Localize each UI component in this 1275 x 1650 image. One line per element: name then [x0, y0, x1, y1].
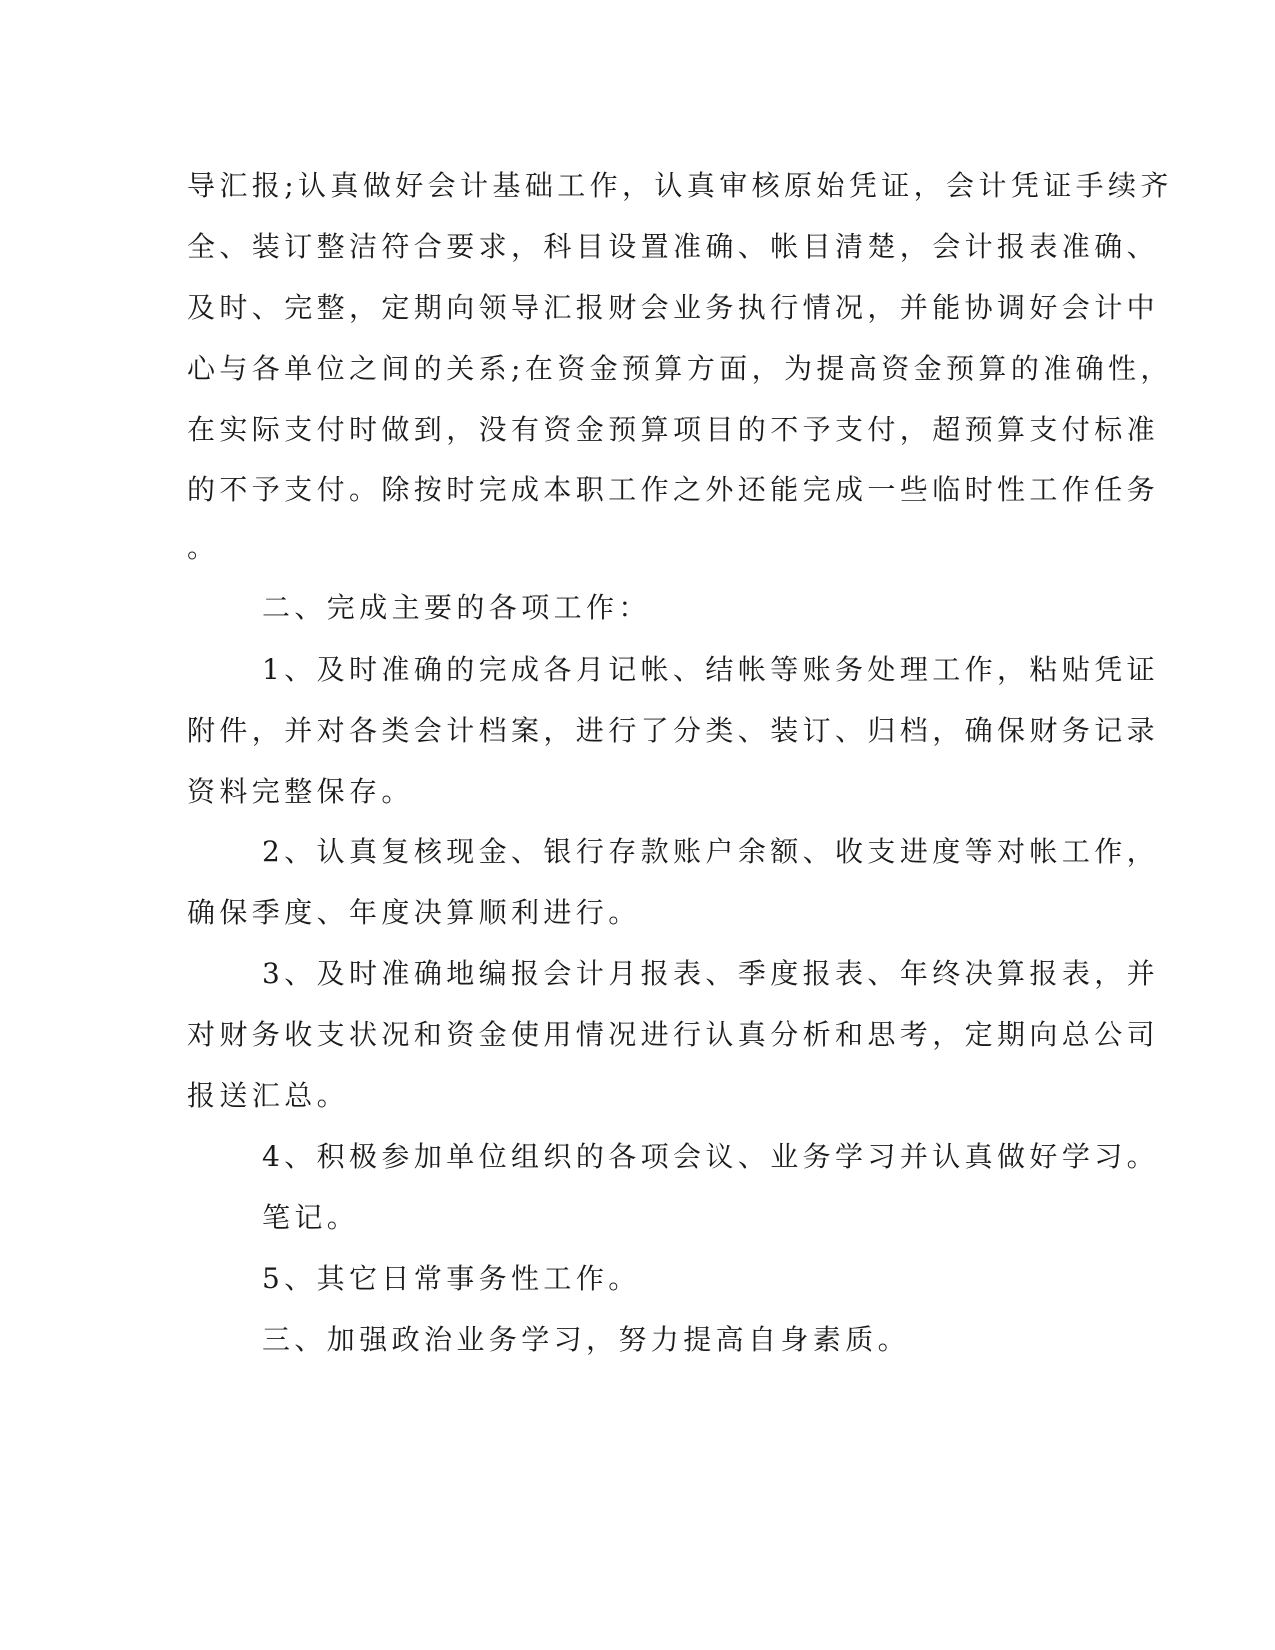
- list-item: 1、及时准确的完成各月记帐、结帐等账务处理工作，粘贴凭证: [262, 653, 1160, 686]
- text-line: 附件，并对各类会计档案，进行了分类、装订、归档，确保财务记录: [187, 714, 1160, 747]
- text-line: 全、装订整洁符合要求，科目设置准确、帐目清楚，会计报表准确、: [187, 230, 1160, 263]
- text-line: 资料完整保存。: [187, 775, 414, 808]
- list-item: 3、及时准确地编报会计月报表、季度报表、年终决算报表，并: [262, 957, 1160, 990]
- text-line: 及时、完整，定期向领导汇报财会业务执行情况，并能协调好会计中: [187, 291, 1160, 324]
- text-line: 的不予支付。除按时完成本职工作之外还能完成一些临时性工作任务: [187, 473, 1160, 506]
- text-line: 对财务收支状况和资金使用情况进行认真分析和思考，定期向总公司: [187, 1018, 1160, 1051]
- list-item: 5、其它日常事务性工作。: [262, 1262, 641, 1295]
- section-heading: 三、加强政治业务学习，努力提高自身素质。: [262, 1323, 911, 1356]
- text-line: 导汇报;认真做好会计基础工作，认真审核原始凭证，会计凭证手续齐: [187, 169, 1173, 202]
- text-line: 在实际支付时做到，没有资金预算项目的不予支付，超预算支付标准: [187, 413, 1160, 446]
- list-item: 4、积极参加单位组织的各项会议、业务学习并认真做好学习。: [262, 1140, 1160, 1173]
- section-heading: 二、完成主要的各项工作：: [262, 591, 651, 624]
- text-line: 笔记。: [262, 1201, 360, 1234]
- text-line: 报送汇总。: [187, 1079, 350, 1112]
- list-item: 2、认真复核现金、银行存款账户余额、收支进度等对帐工作，: [262, 835, 1160, 868]
- text-line: 。: [187, 531, 220, 564]
- text-line: 确保季度、年度决算顺利进行。: [187, 896, 641, 929]
- text-line: 心与各单位之间的关系;在资金预算方面，为提高资金预算的准确性，: [187, 352, 1173, 385]
